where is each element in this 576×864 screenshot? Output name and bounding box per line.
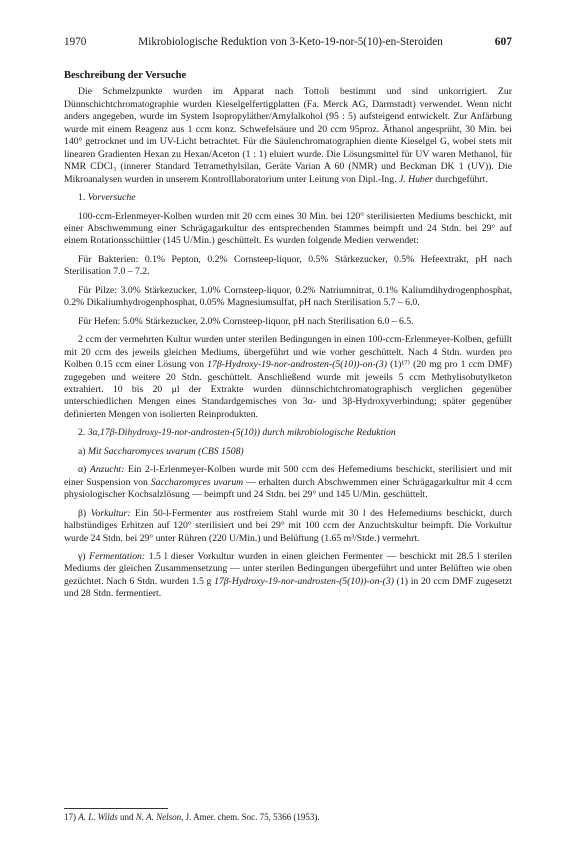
running-header bbox=[64, 36, 512, 48]
paragraph-anzucht: α) Anzucht: Ein 2-l-Erlenmeyer-Kolben wurde mit 500 ccm des Hefemediums beschickt, sterilisiert und mit einer Suspension von Saccharomyces uvarum — erhalten durch Abschwemmen einer Schrägagarkultur mit 4 ccm physiologischer Kochsalzlösung — beimpft und 24 Stdn. bei 29° und 145 U/Min. geschüttelt. bbox=[64, 464, 512, 501]
paragraph-intro: Die Schmelzpunkte wurden im Apparat nach Tottoli bestimmt und sind unkorrigiert. Zur Dünnschichtchromatographie wurden Kieselgelfertigplatten (Fa. Merck AG, Darmstadt) verwendet. Wenn nicht anders angegeben, wurde im System Isopropyläther/Amylalkohol (95 : 5) aufsteigend entwickelt. Zur Anfärbung wurde mit einem Reagenz aus 1 ccm konz. Schwefelsäure und 20 ccm 95proz. Äthanol angesprüht, 30 Min. bei 140° getrocknet und im UV-Licht betrachtet. Für die Säulenchromatographien diente Kieselgel G, wobei stets mit linearen Gradienten Hexan zu Hexan/Aceton (1 : 1) eluiert wurde. Die Lösungsmittel für UV waren Methanol, für NMR CDCl₃ (innerer Standard Tetramethylsilan, Geräte Varian A 60 (NMR) und Beckman DK 1 (UV)). Die Mikroanalysen wurden in unserem Kontrolllaboratorium unter Leitung von Dipl.-Ing. J. Huber durchgeführt. bbox=[64, 86, 512, 185]
paragraph-pilze: Für Pilze: 3.0% Stärkezucker, 1.0% Cornsteep-liquor, 0.2% Natriumnitrat, 0.1% Kaliumdihydrogenphosphat, 0.2% Dikaliumhydrogenphosphat, 0.05% Magnesiumsulfat, pH nach Sterilisation 5.7 – 6.0. bbox=[64, 284, 512, 309]
header-title: Mikrobiologische Reduktion von 3-Keto-19-nor-5(10)-en-Steroiden bbox=[138, 36, 443, 48]
subheading-vorversuche: 1. Vorversuche bbox=[78, 192, 136, 204]
paragraph-bakterien: Für Bakterien: 0.1% Pepton, 0.2% Cornsteep-liquor, 0.5% Stärkezucker, 0.5% Hefeextrakt, pH nach Sterilisation 7.0 – 7.2. bbox=[64, 253, 512, 278]
footnote-divider bbox=[64, 808, 168, 809]
subheading-saccharomyces: a) Mit Saccharomyces uvarum (CBS 1508) bbox=[78, 445, 244, 457]
section-title: Beschreibung der Versuche bbox=[64, 70, 187, 81]
subheading-reduktion: 2. 3α,17β-Dihydroxy-19-nor-androsten-(5(10)) durch mikrobiologische Reduktion bbox=[78, 427, 396, 439]
paragraph-vorkultur: β) Vorkultur: Ein 50-l-Fermenter aus rostfreiem Stahl wurde mit 30 l des Hefemediums beschickt, durch halbstündiges Erhitzen auf 120° sterilisiert und bei 29° mit 100 ccm der Anzuchtskultur beimpft. Die Vorkultur wurde 24 Stdn. bei 29° unter Rühren (220 U/Min.) und Belüftung (1.65 m³/Stde.) vermehrt. bbox=[64, 507, 512, 544]
footnote: 17) A. L. Wilds und N. A. Nelson, J. Amer. chem. Soc. 75, 5366 (1953). bbox=[64, 812, 320, 822]
compound-name: 17β-Hydroxy-19-nor-androsten-(5(10))-on-(3) bbox=[207, 359, 387, 371]
paragraph-hefen: Für Hefen: 5.0% Stärkezucker, 2.0% Cornsteep-liquor, pH nach Sterilisation 6.0 – 6.5. bbox=[78, 315, 414, 327]
article-body bbox=[64, 70, 512, 601]
header-year: 1970 bbox=[64, 36, 87, 48]
paragraph-kultur: 2 ccm der vermehrten Kultur wurden unter sterilen Bedingungen in einen 100-ccm-Erlenmeyer-Kolben, gefüllt mit 20 ccm des jeweils gleichen Mediums, übergeführt und wie vorher geschüttelt. Nach 4 Stdn. wurden pro Kolben 0.15 ccm einer Lösung von 17β-Hydroxy-19-nor-androsten-(5(10))-on-(3) (1)¹⁷⁾ (20 mg pro 1 ccm DMF) zugegeben und weitere 20 Stdn. geschüttelt. Anschließend wurde mit jeweils 5 ccm Methylisobutylketon extrahiert. 10 bis 20 μl der Extrakte wurden dünnschichtchromatographisch verglichen gegenüber unterschiedlichen Mengen eines Standardgemisches von 3α- und 3β-Hydroxyverbindung; später gegenüber definierten Mengen von isolierten Reinprodukten. bbox=[64, 334, 512, 420]
page-number: 607 bbox=[494, 36, 512, 48]
paragraph-fermentation: γ) Fermentation: 1.5 l dieser Vorkultur wurden in einen gleichen Fermenter — beschickt mit 28.5 l sterilen Mediums der gleichen Zusammensetzung — unter sterilen Bedingungen übergeführt und unter Belüften wie oben gezüchtet. Nach 6 Stdn. wurden 1.5 g 17β-Hydroxy-19-nor-androsten-(5(10))-on-(3) (1) in 20 ccm DMF zugesetzt und 28 Stdn. fermentiert. bbox=[64, 550, 512, 600]
paragraph-vorversuche: 100-ccm-Erlenmeyer-Kolben wurden mit 20 ccm eines 30 Min. bei 120° sterilisierten Mediums beschickt, mit einer Abschwemmung einer Schrägagarkultur des entsprechenden Stammes beimpft und 24 Stdn. bei 29° auf einem Rotationsschüttler (145 U/Min.) geschüttelt. Es wurden folgende Medien verwendet: bbox=[64, 210, 512, 247]
person-name: J. Huber bbox=[398, 173, 433, 185]
